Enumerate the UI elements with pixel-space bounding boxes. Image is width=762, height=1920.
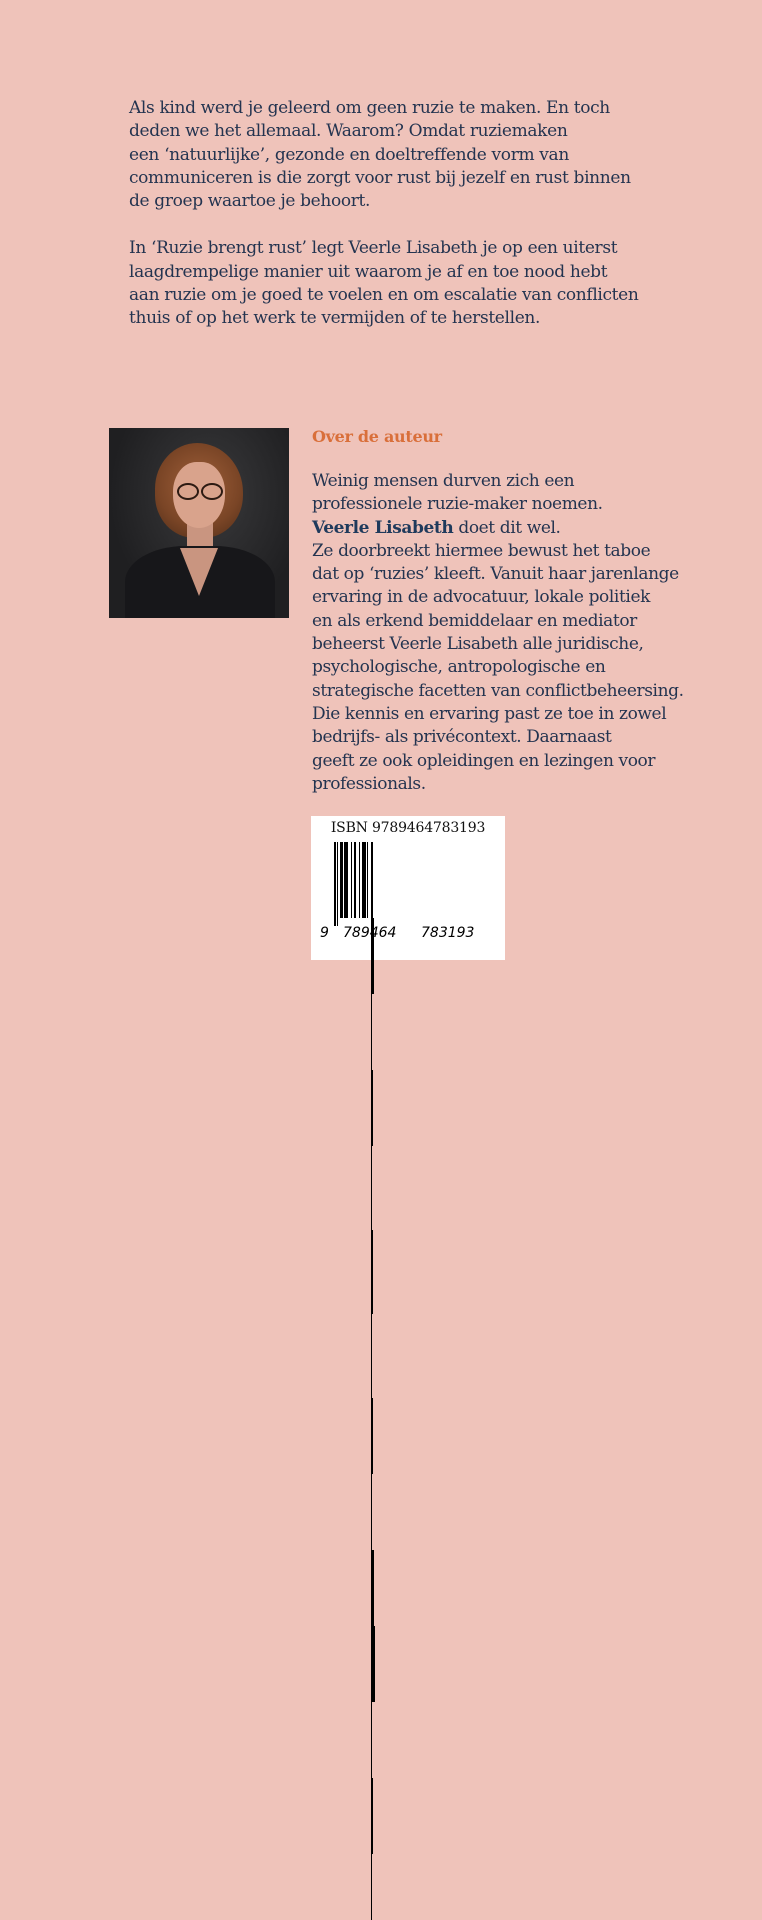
text-line: thuis of op het werk te vermijden of te herstellen. bbox=[129, 308, 541, 329]
author-bio bbox=[312, 470, 692, 796]
text-line: een ‘natuurlijke’, gezonde en doeltreffende vorm van bbox=[129, 144, 569, 165]
barcode-right-digits: 783193 bbox=[421, 925, 475, 941]
text-line: geeft ze ook opleidingen en lezingen voor bbox=[312, 750, 656, 771]
photo-neckline bbox=[180, 548, 218, 596]
text-line: laagdrempelige manier uit waarom je af en toe nood hebt bbox=[129, 261, 608, 282]
text-line: Ze doorbreekt hiermee bewust het taboe bbox=[312, 540, 651, 561]
isbn-barcode bbox=[311, 816, 505, 960]
about-author-heading: Over de auteur bbox=[312, 427, 442, 446]
text-line: deden we het allemaal. Waarom? Omdat ruziemaken bbox=[129, 121, 568, 142]
text-line: In ‘Ruzie brengt rust’ legt Veerle Lisabeth je op een uiterst bbox=[129, 238, 618, 259]
text-line bbox=[312, 517, 692, 540]
text-fragment: doet dit wel. bbox=[453, 517, 561, 538]
blurb-paragraph-1 bbox=[129, 97, 629, 213]
back-cover-blurb bbox=[129, 97, 639, 355]
text-line: Als kind werd je geleerd om geen ruzie te maken. En toch bbox=[129, 98, 610, 118]
blurb-paragraph-2 bbox=[129, 237, 639, 330]
text-line: en als erkend bemiddelaar en mediator bbox=[312, 610, 637, 631]
text-line: Weinig mensen durven zich een bbox=[312, 471, 575, 491]
text-line: dat op ‘ruzies’ kleeft. Vanuit haar jarenlange bbox=[312, 564, 679, 585]
barcode-first-digit: 9 bbox=[320, 925, 329, 941]
author-photo bbox=[109, 428, 289, 618]
text-line: de groep waartoe je behoort. bbox=[129, 191, 371, 212]
text-line: strategische facetten van conflictbeheersing. bbox=[312, 680, 684, 701]
text-line: psychologische, antropologische en bbox=[312, 657, 606, 678]
text-line: Die kennis en ervaring past ze toe in zowel bbox=[312, 703, 667, 724]
text-line: bedrijfs- als privécontext. Daarnaast bbox=[312, 727, 612, 748]
author-name: Veerle Lisabeth bbox=[312, 517, 454, 538]
glasses-icon bbox=[177, 483, 223, 497]
about-author-section bbox=[312, 426, 692, 796]
barcode-left-digits: 789464 bbox=[343, 925, 397, 941]
barcode-bars bbox=[334, 842, 486, 926]
isbn-label: ISBN 9789464783193 bbox=[330, 820, 486, 836]
text-line: aan ruzie om je goed te voelen en om escalatie van conflicten bbox=[129, 285, 639, 306]
text-line: professionele ruzie-maker noemen. bbox=[312, 494, 603, 515]
text-line: ervaring in de advocatuur, lokale politiek bbox=[312, 587, 651, 608]
text-line: communiceren is die zorgt voor rust bij jezelf en rust binnen bbox=[129, 167, 631, 188]
text-line: professionals. bbox=[312, 773, 426, 794]
text-line: beheerst Veerle Lisabeth alle juridische, bbox=[312, 634, 644, 655]
